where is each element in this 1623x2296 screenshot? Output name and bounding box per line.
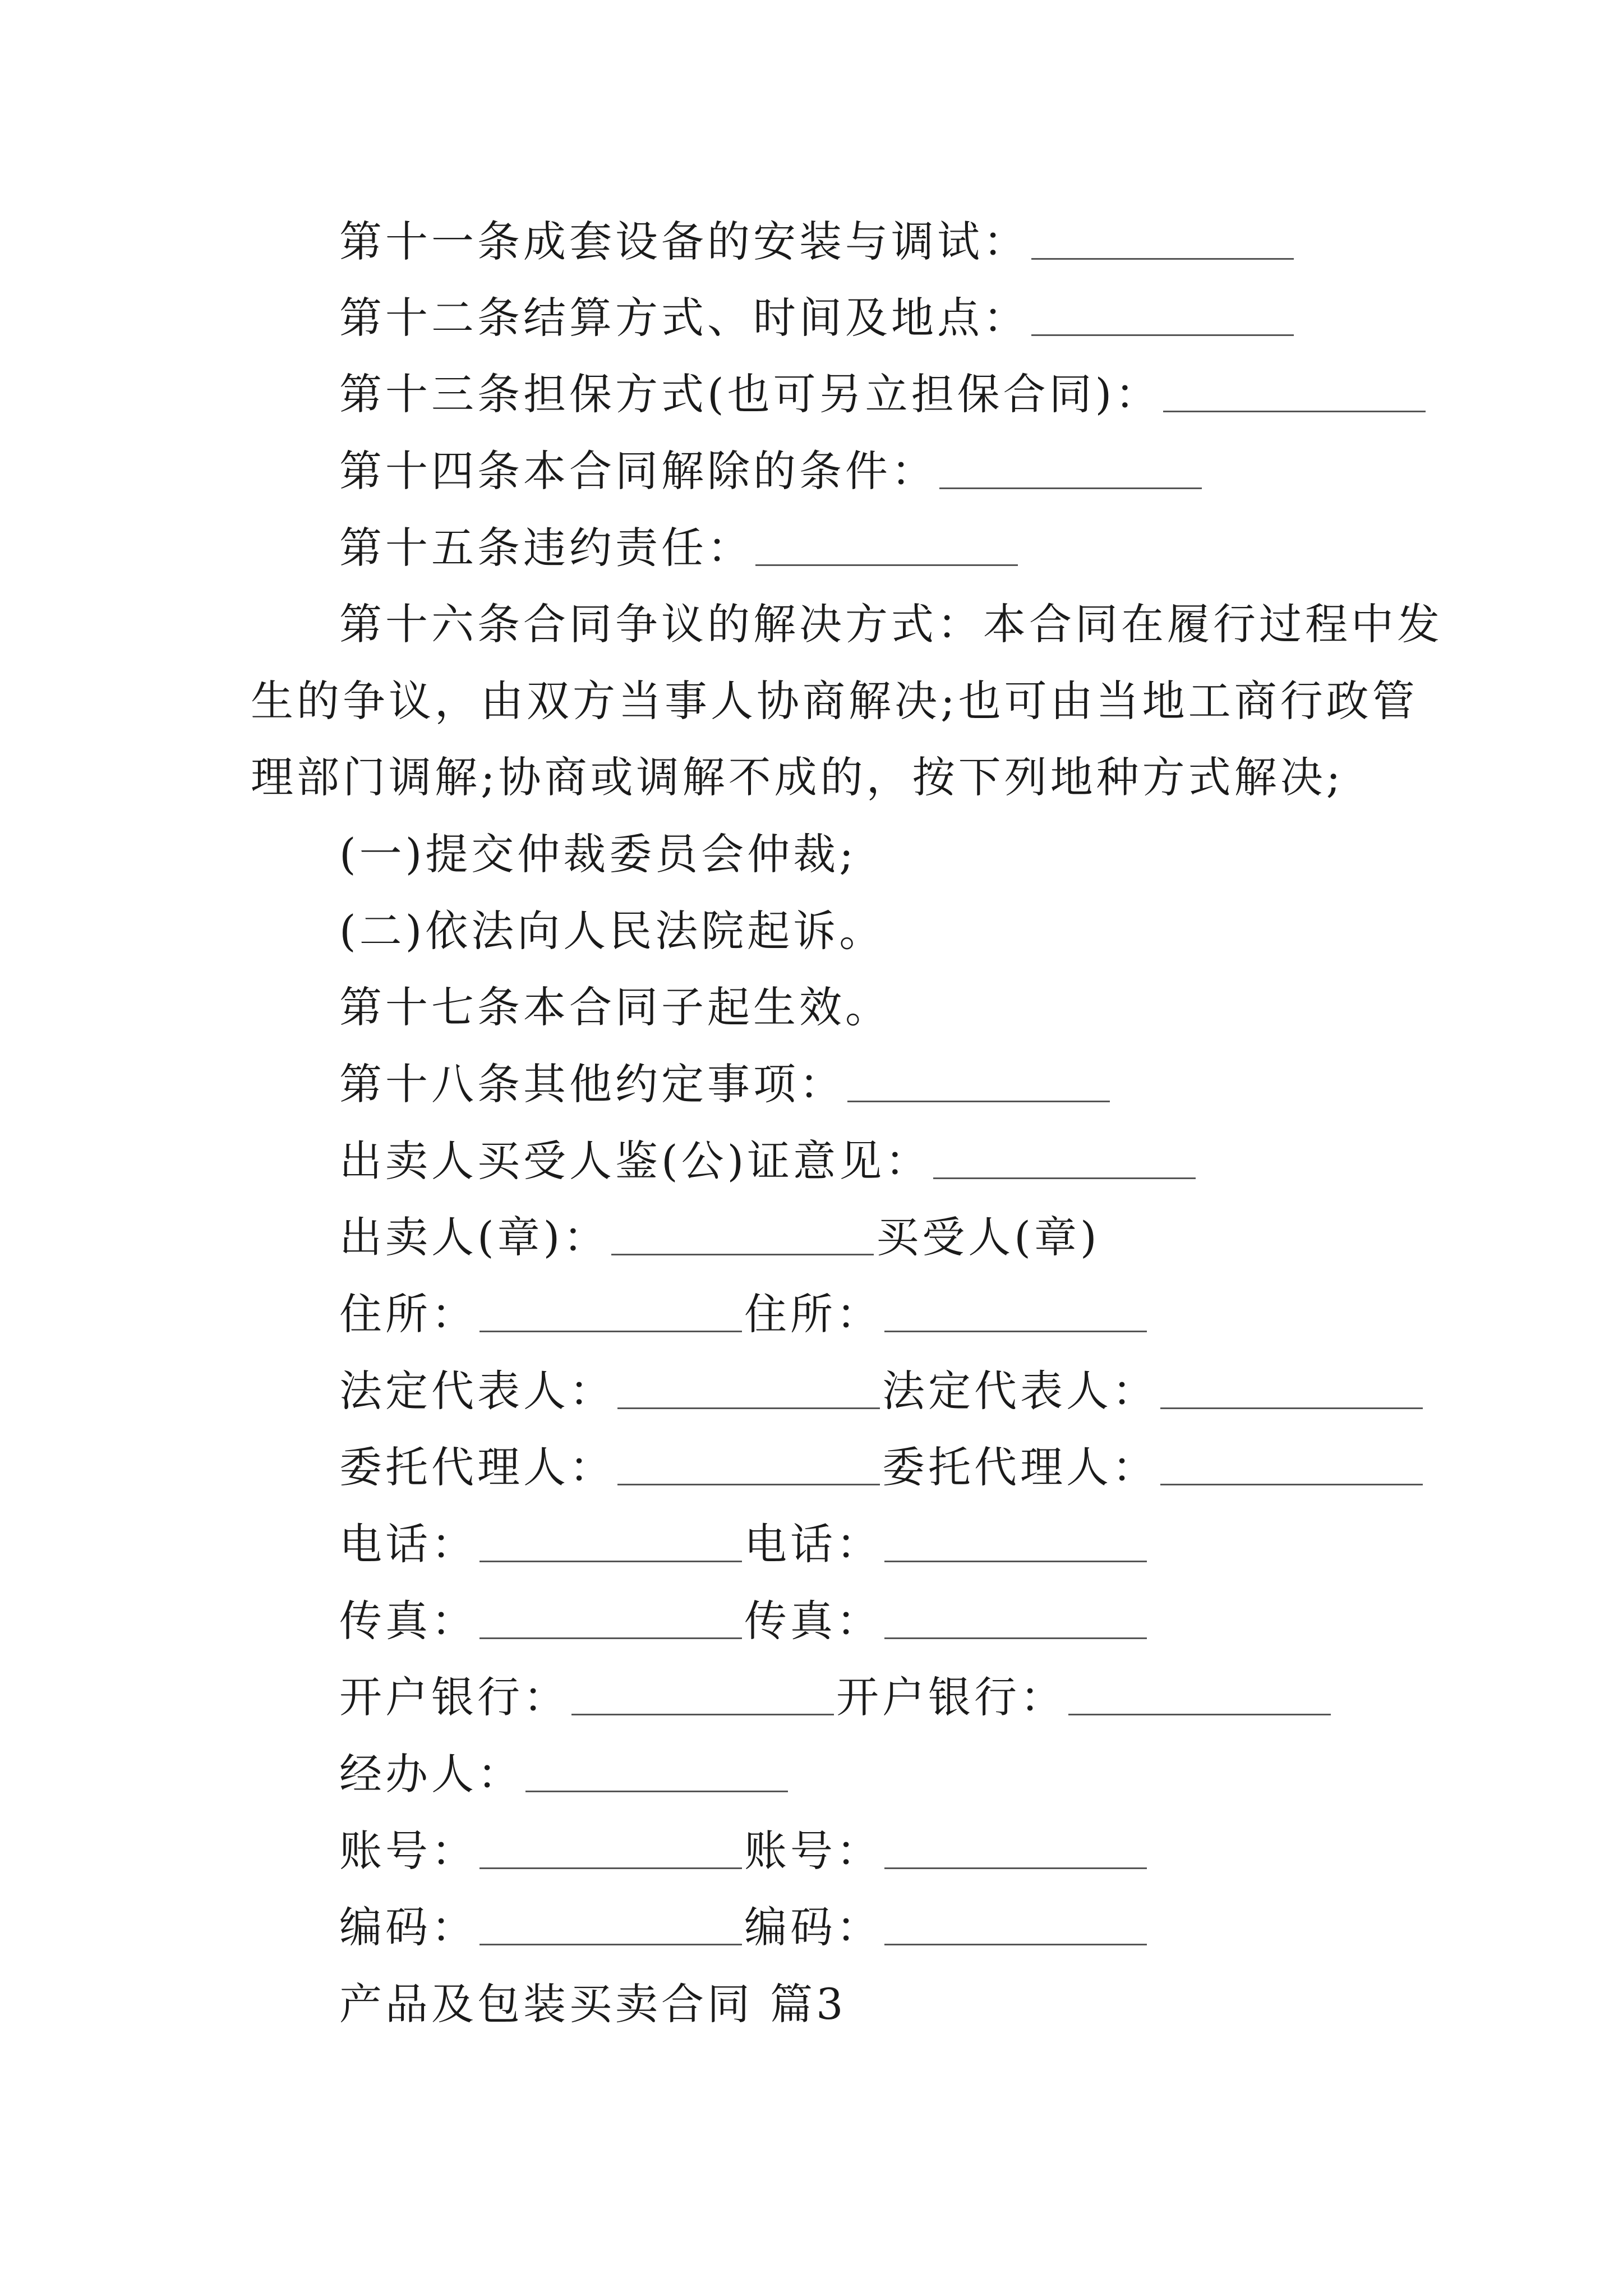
article-18-text: 第十八条其他约定事项： — [339, 1059, 845, 1109]
buyer-account-label: 账号： — [744, 1826, 882, 1876]
option-1 — [339, 826, 857, 882]
buyer-bank-label: 开户银行： — [836, 1672, 1066, 1722]
handler-label: 经办人： — [339, 1749, 523, 1799]
next-section-title — [339, 1976, 847, 2032]
buyer-legal-rep-label: 法定代表人： — [882, 1366, 1158, 1416]
seller-phone-label: 电话： — [339, 1519, 477, 1569]
article-16-line-1 — [339, 596, 1443, 652]
seller-seal-label: 出卖人(章)： — [339, 1212, 610, 1262]
article-17 — [339, 979, 891, 1036]
fill-blank — [479, 1328, 742, 1332]
fill-blank — [1163, 408, 1426, 412]
option-2-text: (二)依法向人民法院起诉。 — [339, 906, 886, 956]
article-11 — [339, 214, 1296, 270]
fill-blank — [1068, 1711, 1331, 1715]
article-15 — [339, 520, 1020, 576]
fill-blank — [884, 1328, 1147, 1332]
buyer-agent-label: 委托代理人： — [882, 1442, 1158, 1492]
article-11-text: 第十一条成套设备的安装与调试： — [339, 217, 1029, 266]
agent-row — [339, 1439, 1425, 1496]
fill-blank — [939, 485, 1202, 489]
fill-blank — [1160, 1405, 1423, 1409]
fax-row — [339, 1593, 1149, 1649]
fill-blank — [571, 1711, 834, 1715]
option-1-text: (一)提交仲裁委员会仲裁; — [339, 829, 857, 879]
article-16-text-3: 理部门调解;协商或调解不成的，按下列地种方式解决; — [251, 752, 1344, 802]
buyer-phone-label: 电话： — [744, 1519, 882, 1569]
article-13 — [339, 366, 1428, 422]
fill-blank — [755, 562, 1018, 566]
article-16-line-2 — [251, 673, 1418, 729]
code-row — [339, 1899, 1149, 1955]
fill-blank — [611, 1251, 874, 1255]
seller-code-label: 编码： — [339, 1902, 477, 1952]
fill-blank — [1031, 332, 1294, 336]
seller-account-label: 账号： — [339, 1826, 477, 1876]
article-12-text: 第十二条结算方式、时间及地点： — [339, 293, 1029, 343]
fill-blank — [884, 1865, 1147, 1869]
option-2 — [339, 903, 885, 959]
seal-row — [339, 1209, 1100, 1266]
next-section-title-text: 产品及包装买卖合同 篇3 — [339, 1979, 847, 2029]
fill-blank — [884, 1635, 1147, 1639]
article-14-text: 第十四条本合同解除的条件： — [339, 446, 937, 496]
article-17-text: 第十七条本合同子起生效。 — [339, 982, 891, 1032]
fill-blank — [1031, 256, 1294, 260]
fill-blank — [479, 1635, 742, 1639]
fill-blank — [479, 1865, 742, 1869]
fill-blank — [1160, 1481, 1423, 1485]
seller-address-label: 住所： — [339, 1289, 477, 1339]
fill-blank — [617, 1405, 880, 1409]
seller-agent-label: 委托代理人： — [339, 1442, 615, 1492]
buyer-address-label: 住所： — [744, 1289, 882, 1339]
article-15-text: 第十五条违约责任： — [339, 523, 753, 573]
seller-legal-rep-label: 法定代表人： — [339, 1366, 615, 1416]
fill-blank — [884, 1941, 1147, 1945]
seller-fax-label: 传真： — [339, 1596, 477, 1646]
fill-blank — [479, 1941, 742, 1945]
fill-blank — [617, 1481, 880, 1485]
fill-blank — [525, 1788, 788, 1792]
address-row — [339, 1286, 1149, 1342]
article-12 — [339, 290, 1296, 346]
phone-row — [339, 1516, 1149, 1572]
buyer-seal-label: 买受人(章) — [876, 1212, 1100, 1262]
article-18 — [339, 1056, 1112, 1112]
buyer-code-label: 编码： — [744, 1902, 882, 1952]
account-row — [339, 1823, 1149, 1879]
fill-blank — [933, 1175, 1196, 1179]
legal-rep-row — [339, 1363, 1425, 1419]
bank-row — [339, 1669, 1333, 1726]
handler-row — [339, 1746, 790, 1802]
fill-blank — [847, 1098, 1110, 1102]
article-16-text-1: 第十六条合同争议的解决方式：本合同在履行过程中发 — [339, 599, 1443, 649]
article-16-line-3 — [251, 749, 1344, 806]
fill-blank — [479, 1558, 742, 1562]
buyer-fax-label: 传真： — [744, 1596, 882, 1646]
article-13-text: 第十三条担保方式(也可另立担保合同)： — [339, 369, 1161, 419]
article-14 — [339, 443, 1204, 499]
article-16-text-2: 生的争议，由双方当事人协商解决;也可由当地工商行政管 — [251, 676, 1418, 726]
notary-opinion — [339, 1133, 1198, 1189]
notary-opinion-text: 出卖人买受人鉴(公)证意见： — [339, 1136, 932, 1186]
seller-bank-label: 开户银行： — [339, 1672, 569, 1722]
fill-blank — [884, 1558, 1147, 1562]
